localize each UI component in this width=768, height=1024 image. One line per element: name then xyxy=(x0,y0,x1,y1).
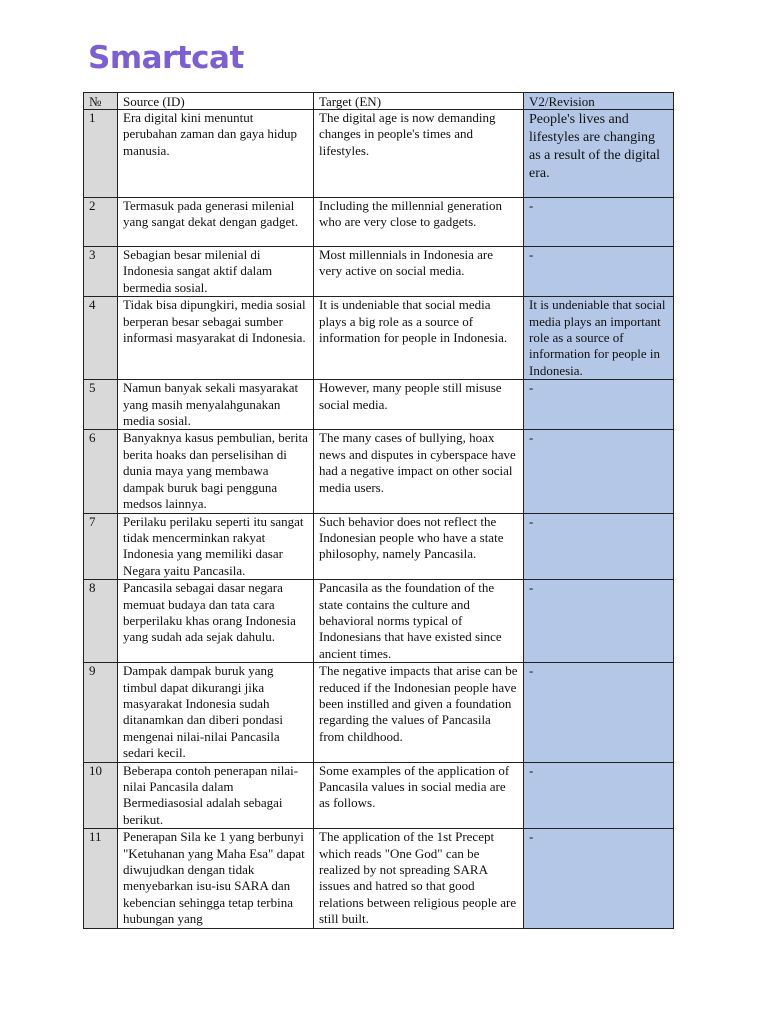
target-cell: Such behavior does not reflect the Indonesian people who have a state philosophy, namely Pancasila. xyxy=(314,513,524,580)
row-number: 2 xyxy=(84,198,118,247)
table-row xyxy=(84,513,674,580)
revision-cell: It is undeniable that social media plays an important role as a source of information for people in Indonesia. xyxy=(524,297,674,380)
revision-cell: - xyxy=(524,663,674,762)
table-row xyxy=(84,110,674,198)
source-cell: Dampak dampak buruk yang timbul dapat dikurangi jika masyarakat Indonesia sudah ditanamkan dan diberi pondasi mengenai nilai-nilai Pancasila sedari kecil. xyxy=(118,663,314,762)
table-row xyxy=(84,297,674,380)
source-cell: Penerapan Sila ke 1 yang berbunyi "Ketuhanan yang Maha Esa" dapat diwujudkan dengan tidak menyebarkan isu-isu SARA dan kebencian sehingga tetap terbina hubungan yang xyxy=(118,829,314,928)
header-number: № xyxy=(84,93,118,110)
revision-cell: - xyxy=(524,513,674,580)
row-number: 8 xyxy=(84,580,118,663)
row-number: 4 xyxy=(84,297,118,380)
row-number: 6 xyxy=(84,430,118,513)
table-row xyxy=(84,663,674,762)
row-number: 1 xyxy=(84,110,118,198)
revision-cell: People's lives and lifestyles are changing as a result of the digital era. xyxy=(524,110,674,198)
row-number: 11 xyxy=(84,829,118,928)
source-cell: Perilaku perilaku seperti itu sangat tidak mencerminkan rakyat Indonesia yang memiliki dasar Negara yaitu Pancasila. xyxy=(118,513,314,580)
source-cell: Pancasila sebagai dasar negara memuat budaya dan tata cara berperilaku khas orang Indonesia yang sudah ada sejak dahulu. xyxy=(118,580,314,663)
target-cell: The application of the 1st Precept which reads "One God" can be realized by not spreading SARA issues and hatred so that good relations between religious people are still built. xyxy=(314,829,524,928)
translation-table xyxy=(83,92,674,929)
table-row xyxy=(84,430,674,513)
source-cell: Namun banyak sekali masyarakat yang masih menyalahgunakan media sosial. xyxy=(118,380,314,430)
table-row xyxy=(84,829,674,928)
revision-cell: - xyxy=(524,829,674,928)
revision-cell: - xyxy=(524,580,674,663)
row-number: 5 xyxy=(84,380,118,430)
source-cell: Beberapa contoh penerapan nilai-nilai Pancasila dalam Bermediasosial adalah sebagai berikut. xyxy=(118,762,314,829)
source-cell: Banyaknya kasus pembulian, berita berita hoaks dan perselisihan di dunia maya yang membawa dampak buruk bagi pengguna medsos lainnya. xyxy=(118,430,314,513)
target-cell: The negative impacts that arise can be reduced if the Indonesian people have been instilled and given a foundation regarding the values of Pancasila from childhood. xyxy=(314,663,524,762)
target-cell: Some examples of the application of Pancasila values in social media are as follows. xyxy=(314,762,524,829)
table-header-row xyxy=(84,93,674,110)
source-cell: Tidak bisa dipungkiri, media sosial berperan besar sebagai sumber informasi masyarakat di Indonesia. xyxy=(118,297,314,380)
row-number: 3 xyxy=(84,247,118,297)
revision-cell: - xyxy=(524,247,674,297)
revision-cell: - xyxy=(524,762,674,829)
row-number: 10 xyxy=(84,762,118,829)
source-cell: Era digital kini menuntut perubahan zaman dan gaya hidup manusia. xyxy=(118,110,314,198)
header-source: Source (ID) xyxy=(118,93,314,110)
source-cell: Termasuk pada generasi milenial yang sangat dekat dengan gadget. xyxy=(118,198,314,247)
revision-cell: - xyxy=(524,380,674,430)
row-number: 9 xyxy=(84,663,118,762)
source-cell: Sebagian besar milenial di Indonesia sangat aktif dalam bermedia sosial. xyxy=(118,247,314,297)
target-cell: However, many people still misuse social media. xyxy=(314,380,524,430)
target-cell: Most millennials in Indonesia are very active on social media. xyxy=(314,247,524,297)
target-cell: It is undeniable that social media plays a big role as a source of information for people in Indonesia. xyxy=(314,297,524,380)
header-target: Target (EN) xyxy=(314,93,524,110)
target-cell: Pancasila as the foundation of the state contains the culture and behavioral norms typical of Indonesians that have existed since ancient times. xyxy=(314,580,524,663)
revision-cell: - xyxy=(524,198,674,247)
header-revision: V2/Revision xyxy=(524,93,674,110)
row-number: 7 xyxy=(84,513,118,580)
table-row xyxy=(84,247,674,297)
target-cell: Including the millennial generation who are very close to gadgets. xyxy=(314,198,524,247)
table-row xyxy=(84,380,674,430)
table-row xyxy=(84,198,674,247)
table-row xyxy=(84,580,674,663)
revision-cell: - xyxy=(524,430,674,513)
target-cell: The digital age is now demanding changes in people's times and lifestyles. xyxy=(314,110,524,198)
smartcat-logo: Smartcat xyxy=(88,40,244,76)
table-row xyxy=(84,762,674,829)
target-cell: The many cases of bullying, hoax news and disputes in cyberspace have had a negative impact on other social media users. xyxy=(314,430,524,513)
